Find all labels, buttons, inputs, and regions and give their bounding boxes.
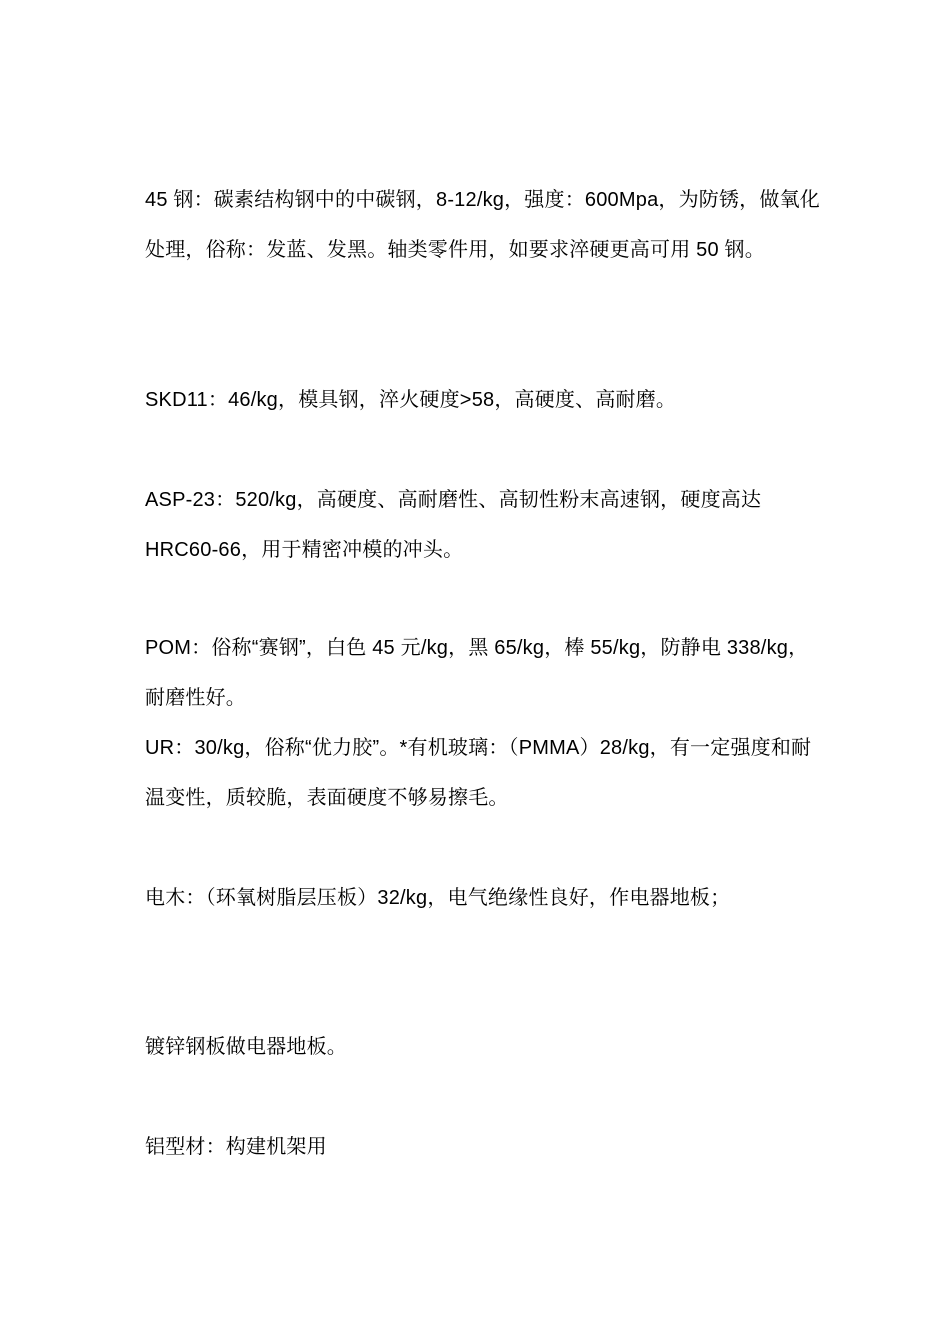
paragraph-bakelite: 电木：（环氧树脂层压板）32/kg，电气绝缘性良好，作电器地板；	[145, 887, 731, 909]
paragraph-asp23: ASP-23：520/kg，高硬度、高耐磨性、高韧性粉末高速钢，硬度高达 HRC60-66，用于精密冲模的冲头。	[145, 489, 762, 561]
paragraph-aluminum-profile: 铝型材：构建机架用	[145, 1136, 327, 1158]
paragraph-45-steel: 45 钢：碳素结构钢中的中碳钢，8-12/kg，强度：600Mpa，为防锈，做氧化处理，俗称：发蓝、发黑。轴类零件用，如要求淬硬更高可用 50 钢。	[145, 189, 820, 261]
paragraph-skd11: SKD11：46/kg，模具钢，淬火硬度>58，高硬度、高耐磨。	[145, 389, 677, 411]
paragraph-galvanized-steel: 镀锌钢板做电器地板。	[145, 1036, 347, 1058]
paragraph-pom: POM：俗称“赛钢”，白色 45 元/kg，黑 65/kg，棒 55/kg，防静电 338/kg，耐磨性好。	[145, 637, 809, 709]
paragraph-ur-pmma: UR：30/kg，俗称“优力胶”。*有机玻璃：（PMMA）28/kg，有一定强度和耐温变性，质较脆，表面硬度不够易擦毛。	[145, 737, 812, 809]
